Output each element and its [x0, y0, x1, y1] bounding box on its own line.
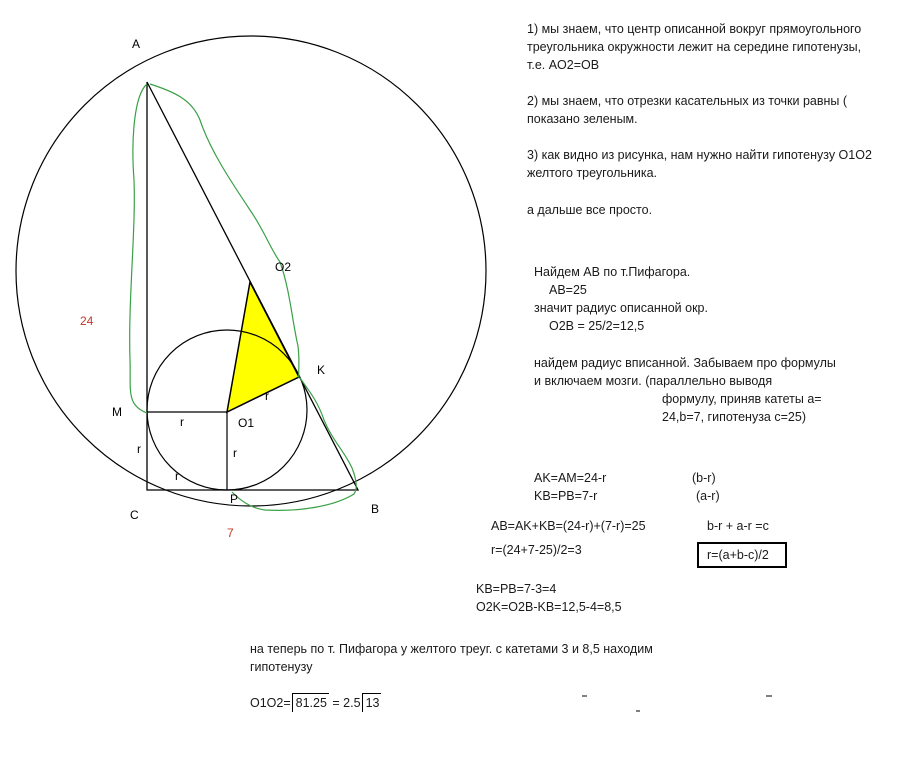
circumscribed-circle — [16, 36, 486, 506]
r-label-ok: r — [265, 389, 269, 403]
find-inradius-3: формулу, приняв катеты a= — [662, 392, 822, 406]
kb-value: KB=PB=7-r — [534, 489, 598, 503]
means-radius: значит радиус описанной окр. — [534, 301, 708, 315]
find-inradius-4: 24,b=7, гипотенуза c=25) — [662, 410, 806, 424]
final-line-2: гипотенузу — [250, 660, 313, 674]
label-o2: O2 — [275, 260, 292, 274]
label-m: M — [112, 405, 122, 419]
label-o1: O1 — [238, 416, 255, 430]
label-p: P — [230, 492, 239, 506]
side-label-ac: 24 — [80, 314, 94, 328]
o2k-value: O2K=O2B-KB=12,5-4=8,5 — [476, 600, 622, 614]
r-label-op: r — [233, 446, 237, 460]
a-minus-r: (a-r) — [696, 489, 720, 503]
sum-formula: b-r + a-r =c — [707, 519, 769, 533]
label-a: A — [132, 37, 141, 51]
ak-value: AK=AM=24-r — [534, 471, 607, 485]
final-line-1: на теперь по т. Пифагора у желтого треуг. с катетами 3 и 8,5 находим — [250, 642, 653, 656]
ab-sum: AB=AK+KB=(24-r)+(7-r)=25 — [491, 519, 646, 533]
yellow-triangle — [227, 282, 299, 412]
find-inradius-1: найдем радиус вписанной. Забываем про формулы — [534, 356, 836, 370]
r-label-cm: r — [137, 442, 141, 456]
note-2: 2) мы знаем, что отрезки касательных из точки равны ( показано зеленым. — [527, 94, 848, 126]
r-formula-box — [697, 542, 787, 568]
label-b: B — [371, 502, 380, 516]
label-c: C — [130, 508, 139, 522]
label-k: K — [317, 363, 326, 377]
answer — [250, 693, 381, 712]
r-value: r=(24+7-25)/2=3 — [491, 543, 582, 557]
o2b-value: O2B = 25/2=12,5 — [549, 319, 645, 333]
green-tangent-am — [130, 84, 147, 413]
kb-result: KB=PB=7-3=4 — [476, 582, 557, 596]
r-label-cp: r — [175, 469, 179, 483]
b-minus-r: (b-r) — [692, 471, 716, 485]
find-inradius-2: и включаем мозги. (параллельно выводя — [534, 374, 773, 388]
ab-value: AB=25 — [549, 283, 587, 297]
answer-sqrt-2: 13 — [362, 693, 382, 712]
note-4: а дальше все просто. — [527, 203, 653, 217]
note-3: 3) как видно из рисунка, нам нужно найти гипотенузу O1O2 желтого треугольника. — [527, 148, 872, 180]
r-formula: r=(a+b-c)/2 — [707, 548, 769, 562]
answer-mid: = 2.5 — [328, 696, 361, 710]
r-label-om: r — [180, 415, 184, 429]
side-label-cb: 7 — [227, 526, 234, 540]
find-ab: Найдем AB по т.Пифагора. — [534, 265, 691, 279]
answer-prefix: O1O2= — [250, 696, 291, 710]
note-1: 1) мы знаем, что центр описанной вокруг прямоугольного треугольника окружности лежит на середине гипотенузы, т.е. AO2=OB — [527, 22, 862, 72]
answer-sqrt-1: 81.25 — [292, 693, 329, 712]
